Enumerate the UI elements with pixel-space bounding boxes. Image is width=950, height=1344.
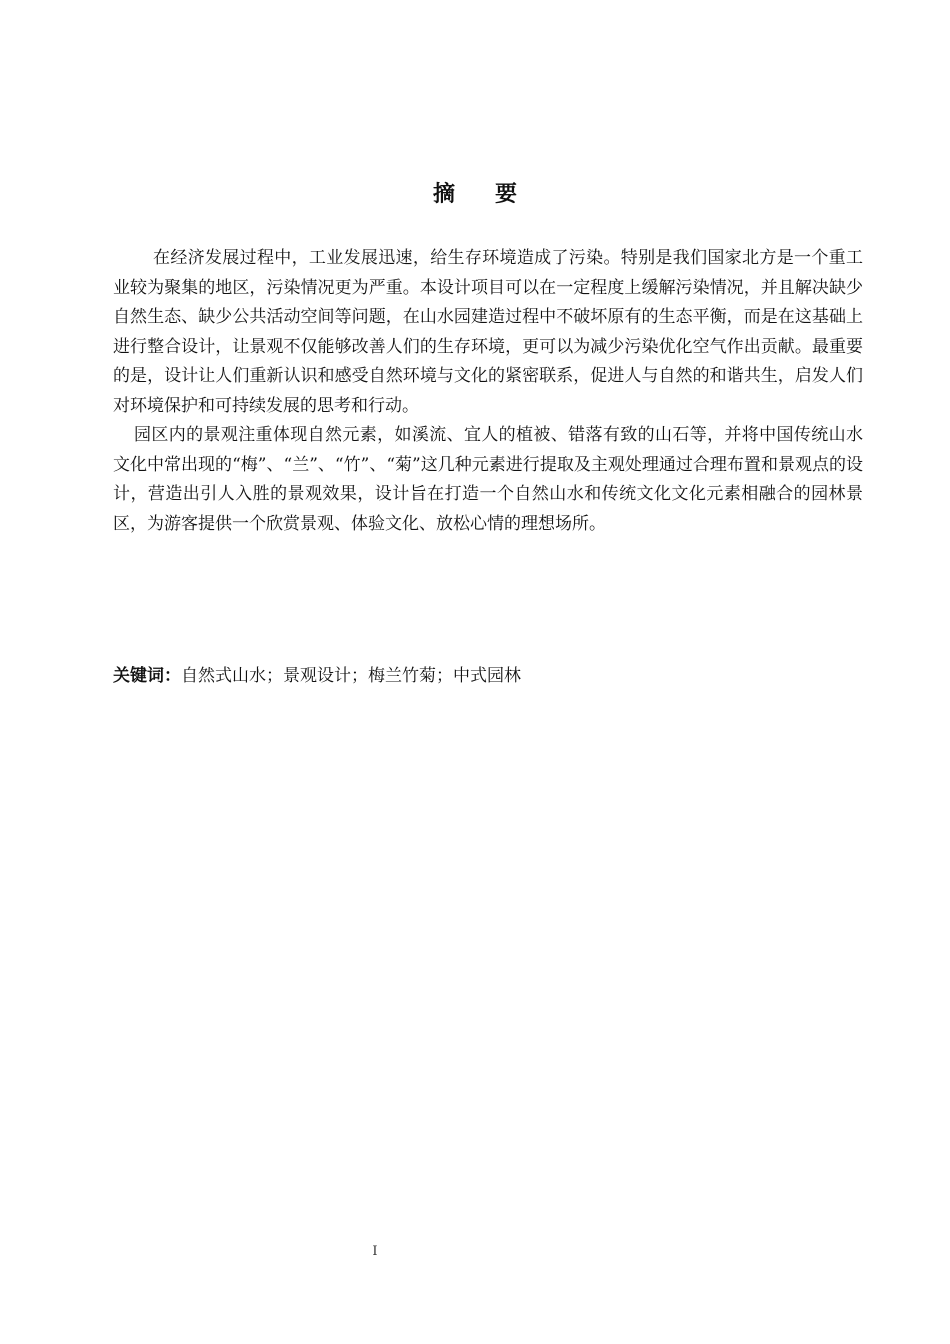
abstract-body [113, 244, 863, 539]
abstract-paragraph-1: 在经济发展过程中，工业发展迅速，给生存环境造成了污染。特别是我们国家北方是一个重工业较为聚集的地区，污染情况更为严重。本设计项目可以在一定程度上缓解污染情况，并且解决缺少自然生态、缺少公共活动空间等问题，在山水园建造过程中不破坏原有的生态平衡，而是在这基础上进行整合设计，让景观不仅能够改善人们的生存环境，更可以为减少污染优化空气作出贡献。最重要的是，设计让人们重新认识和感受自然环境与文化的紧密联系，促进人与自然的和谐共生，启发人们对环境保护和可持续发展的思考和行动。 [113, 248, 863, 416]
page-title: 摘要 [432, 182, 557, 207]
keywords-line [113, 662, 863, 691]
abstract-paragraph-2: 园区内的景观注重体现自然元素，如溪流、宜人的植被、错落有致的山石等，并将中国传统山水文化中常出现的“梅”、“兰”、“竹”、“菊”这几种元素进行提取及主观处理通过合理布置和景观点的设计，营造出引人入胜的景观效果，设计旨在打造一个自然山水和传统文化文化元素相融合的园林景区，为游客提供一个欣赏景观、体验文化、放松心情的理想场所。 [113, 425, 863, 534]
keywords-label: 关键词： [113, 666, 181, 686]
keywords-text: 自然式山水；景观设计；梅兰竹菊；中式园林 [181, 666, 521, 686]
page-number: I [372, 1244, 378, 1259]
